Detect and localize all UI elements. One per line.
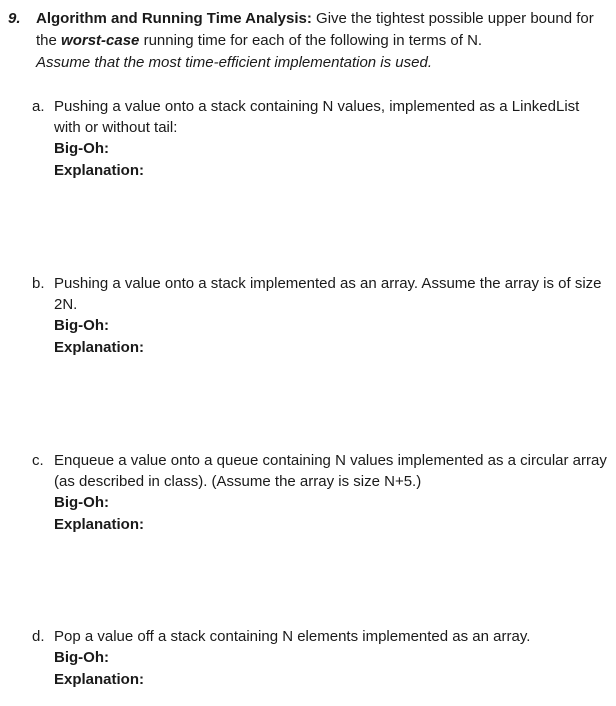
part-b	[32, 273, 610, 359]
explanation-label: Explanation:	[54, 671, 145, 688]
bigoh-label: Big-Oh:	[54, 649, 109, 666]
bigoh-label: Big-Oh:	[54, 140, 109, 157]
explanation-label: Explanation:	[54, 339, 145, 356]
part-letter: a.	[32, 98, 45, 115]
bigoh-label: Big-Oh:	[54, 317, 109, 334]
question-assumption: Assume that the most time-efficient implementation is used.	[36, 54, 433, 71]
part-prompt: Pushing a value onto a stack implemented as an array. Assume the array is of size 2N.	[54, 275, 602, 313]
question-intro-post: running time for each of the following in terms of N.	[139, 32, 483, 49]
explanation-label: Explanation:	[54, 162, 145, 179]
part-d	[32, 626, 610, 691]
question-prompt	[36, 8, 612, 74]
part-letter: b.	[32, 275, 45, 292]
question-header	[8, 8, 612, 74]
part-c	[32, 450, 610, 536]
bigoh-label: Big-Oh:	[54, 494, 109, 511]
question-title: Algorithm and Running Time Analysis:	[36, 10, 312, 27]
part-letter: c.	[32, 452, 44, 469]
part-prompt: Pushing a value onto a stack containing N values, implemented as a LinkedList with or without tail:	[54, 98, 580, 136]
question-number: 9.	[8, 10, 21, 27]
question-9	[8, 8, 612, 74]
question-intro-pre: Give the tightest possible upper bound for the	[36, 10, 594, 49]
part-prompt: Enqueue a value onto a queue containing N values implemented as a circular array (as described in class). (Assume the array is size N+5.)	[54, 452, 607, 490]
part-prompt: Pop a value off a stack containing N elements implemented as an array.	[54, 628, 531, 645]
question-emphasis: worst-case	[61, 32, 140, 49]
part-letter: d.	[32, 628, 45, 645]
explanation-label: Explanation:	[54, 516, 145, 533]
part-a	[32, 96, 610, 182]
